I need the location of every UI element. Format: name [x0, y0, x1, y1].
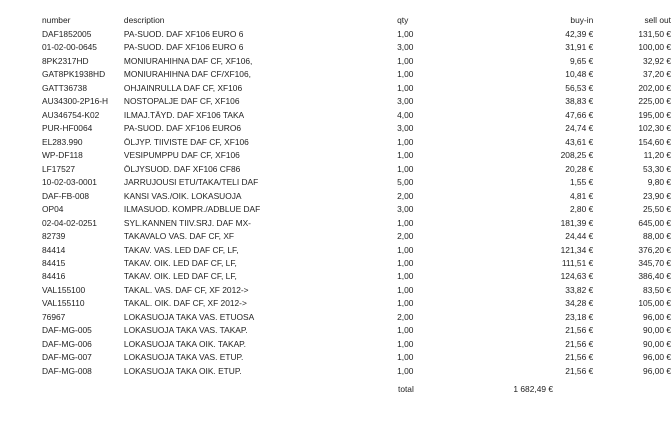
cell-description: TAKAL. OIK. DAF CF, XF 2012->	[123, 298, 247, 309]
table-row	[40, 284, 671, 297]
cell-number: GATT36738	[42, 82, 87, 93]
cell-description: LOKASUOJA TAKA OIK. TAKAP.	[123, 338, 247, 349]
cell-qty: 1,00	[397, 271, 414, 282]
cell-qty: 1,00	[397, 284, 414, 295]
cell-qty: 1,00	[397, 298, 414, 309]
cell-number: OP04	[42, 204, 64, 215]
cell-sell-out: 53,30 €	[643, 163, 671, 174]
table-body	[40, 28, 671, 378]
cell-qty: 1,00	[397, 365, 414, 376]
cell-sell-out: 90,00 €	[643, 325, 671, 336]
cell-sell-out: 83,50 €	[643, 284, 671, 295]
cell-qty: 3,00	[397, 42, 414, 53]
cell-qty: 3,00	[397, 123, 414, 134]
column-header-sell-out: sell out	[644, 15, 671, 25]
cell-number: 8PK2317HD	[42, 55, 89, 66]
table-row	[40, 217, 671, 230]
cell-description: ILMASUOD. KOMPR./ADBLUE DAF	[123, 204, 261, 215]
cell-buy-in: 24,44 €	[565, 231, 594, 242]
table-row	[40, 28, 671, 41]
cell-buy-in: 23,18 €	[565, 311, 594, 322]
cell-sell-out: 23,90 €	[643, 190, 671, 201]
table-row	[40, 190, 671, 203]
cell-number: 76967	[42, 311, 66, 322]
cell-description: LOKASUOJA TAKA VAS. TAKAP.	[123, 325, 248, 336]
cell-description: JARRUJOUSI ETU/TAKA/TELI DAF	[123, 177, 259, 188]
cell-number: DAF-MG-008	[42, 365, 92, 376]
table-row	[40, 257, 671, 270]
cell-qty: 1,00	[397, 69, 414, 80]
cell-sell-out: 37,20 €	[643, 69, 671, 80]
cell-sell-out: 131,50 €	[638, 29, 671, 39]
cell-qty: 3,00	[397, 96, 414, 107]
cell-qty: 4,00	[397, 109, 414, 120]
cell-description: ILMAJ.TÄYD. DAF XF106 TAKA	[123, 109, 245, 120]
cell-number: DAF-MG-006	[42, 338, 92, 349]
table-row	[40, 270, 671, 283]
cell-buy-in: 121,34 €	[560, 244, 594, 255]
cell-description: MONIURAHIHNA DAF CF/XF106,	[123, 69, 251, 80]
cell-qty: 1,00	[397, 29, 414, 39]
cell-description: PA-SUOD. DAF XF106 EURO6	[123, 123, 242, 134]
cell-buy-in: 20,28 €	[565, 163, 594, 174]
table-row	[40, 176, 671, 189]
cell-buy-in: 181,39 €	[560, 217, 594, 228]
cell-sell-out: 154,60 €	[638, 136, 671, 147]
cell-qty: 2,00	[397, 311, 414, 322]
cell-sell-out: 96,00 €	[643, 352, 671, 363]
cell-sell-out: 105,00 €	[638, 298, 671, 309]
cell-buy-in: 2,80 €	[569, 204, 594, 215]
cell-description: VESIPUMPPU DAF CF, XF106	[123, 150, 240, 161]
cell-number: VAL155110	[42, 298, 85, 309]
table-row	[40, 365, 671, 378]
cell-buy-in: 10,48 €	[565, 69, 594, 80]
cell-sell-out: 102,30 €	[638, 123, 671, 134]
cell-number: 84416	[42, 271, 66, 282]
table-row	[40, 203, 671, 216]
cell-buy-in: 21,56 €	[565, 352, 594, 363]
cell-number: DAF-MG-007	[42, 352, 92, 363]
cell-buy-in: 38,83 €	[565, 96, 594, 107]
cell-buy-in: 42,39 €	[565, 29, 594, 39]
cell-number: DAF-MG-005	[42, 325, 92, 336]
cell-qty: 1,00	[397, 217, 414, 228]
cell-buy-in: 1,55 €	[569, 177, 594, 188]
total-buy-in-value: 1 682,49 €	[513, 384, 553, 394]
cell-qty: 1,00	[397, 150, 414, 161]
cell-buy-in: 34,28 €	[565, 298, 594, 309]
cell-description: TAKAV. VAS. LED DAF CF, LF,	[123, 244, 239, 255]
cell-qty: 1,00	[397, 325, 414, 336]
cell-sell-out: 96,00 €	[643, 365, 671, 376]
table-row	[40, 244, 671, 257]
cell-number: DAF1852005	[42, 29, 92, 39]
cell-buy-in: 208,25 €	[560, 150, 594, 161]
table-row	[40, 351, 671, 364]
parts-table	[40, 14, 671, 378]
cell-buy-in: 21,56 €	[565, 325, 594, 336]
cell-description: ÖLJYSUOD. DAF XF106 CF86	[123, 163, 241, 174]
cell-sell-out: 11,20 €	[643, 150, 671, 161]
cell-description: OHJAINRULLA DAF CF, XF106	[123, 82, 243, 93]
cell-qty: 3,00	[397, 204, 414, 215]
column-header-number: number	[42, 15, 71, 25]
cell-sell-out: 90,00 €	[643, 338, 671, 349]
cell-sell-out: 96,00 €	[643, 311, 671, 322]
cell-number: AU346754-K02	[42, 109, 100, 120]
table-row	[40, 109, 671, 122]
cell-buy-in: 33,82 €	[565, 284, 594, 295]
table-row	[40, 311, 671, 324]
cell-sell-out: 345,70 €	[638, 257, 671, 268]
cell-number: VAL155100	[42, 284, 86, 295]
table-row	[40, 95, 671, 108]
cell-description: TAKAVALO VAS. DAF CF, XF	[123, 231, 235, 242]
cell-number: 02-04-02-0251	[42, 217, 97, 228]
cell-buy-in: 124,63 €	[560, 271, 594, 282]
cell-sell-out: 195,00 €	[638, 109, 671, 120]
cell-number: 84415	[42, 257, 66, 268]
cell-description: MONIURAHIHNA DAF CF, XF106,	[123, 55, 253, 66]
cell-description: LOKASUOJA TAKA VAS. ETUP.	[123, 352, 244, 363]
cell-description: PA-SUOD. DAF XF106 EURO 6	[123, 29, 244, 39]
cell-number: 84414	[42, 244, 66, 255]
cell-number: 01-02-00-0645	[42, 42, 97, 53]
cell-qty: 5,00	[397, 177, 414, 188]
cell-qty: 1,00	[397, 136, 414, 147]
table-row	[40, 68, 671, 81]
cell-buy-in: 24,74 €	[565, 123, 594, 134]
cell-sell-out: 32,92 €	[643, 55, 671, 66]
cell-sell-out: 225,00 €	[638, 96, 671, 107]
cell-sell-out: 645,00 €	[638, 217, 671, 228]
table-row	[40, 338, 671, 351]
cell-description: LOKASUOJA TAKA VAS. ETUOSA	[123, 311, 255, 322]
table-row	[40, 136, 671, 149]
cell-qty: 2,00	[397, 190, 414, 201]
cell-description: KANSI VAS./OIK. LOKASUOJA	[123, 190, 242, 201]
cell-buy-in: 31,91 €	[565, 42, 594, 53]
table-row	[40, 41, 671, 54]
cell-description: PA-SUOD. DAF XF106 EURO 6	[123, 42, 244, 53]
cell-buy-in: 9,65 €	[569, 55, 594, 66]
cell-buy-in: 4,81 €	[569, 190, 594, 201]
cell-description: NOSTOPALJE DAF CF, XF106	[123, 96, 240, 107]
table-row	[40, 82, 671, 95]
cell-description: TAKAV. OIK. LED DAF CF, LF,	[123, 271, 237, 282]
table-row	[40, 149, 671, 162]
cell-number: AU34300-2P16-H	[42, 96, 109, 107]
cell-qty: 1,00	[397, 352, 414, 363]
cell-buy-in: 21,56 €	[565, 338, 594, 349]
cell-sell-out: 376,20 €	[638, 244, 671, 255]
table-row	[40, 230, 671, 243]
cell-sell-out: 100,00 €	[638, 42, 671, 53]
cell-number: 82739	[42, 231, 66, 242]
cell-description: TAKAL. VAS. DAF CF, XF 2012->	[123, 284, 249, 295]
cell-qty: 1,00	[397, 82, 414, 93]
cell-description: ÖLJYP. TIIVISTE DAF CF, XF106	[123, 136, 249, 147]
column-header-description: description	[123, 15, 165, 25]
cell-buy-in: 111,51 €	[561, 257, 594, 268]
cell-qty: 1,00	[397, 163, 414, 174]
cell-qty: 1,00	[397, 55, 414, 66]
column-header-buy-in: buy-in	[570, 15, 594, 25]
table-header-row	[40, 14, 671, 28]
table-row	[40, 163, 671, 176]
cell-buy-in: 47,66 €	[565, 109, 594, 120]
cell-buy-in: 21,56 €	[565, 365, 594, 376]
total-label: total	[398, 384, 414, 394]
cell-number: GAT8PK1938HD	[42, 69, 106, 80]
table-row	[40, 297, 671, 310]
cell-description: LOKASUOJA TAKA OIK. ETUP.	[123, 365, 242, 376]
cell-number: DAF-FB-008	[42, 190, 90, 201]
cell-qty: 1,00	[397, 338, 414, 349]
cell-sell-out: 202,00 €	[638, 82, 671, 93]
cell-qty: 1,00	[397, 257, 414, 268]
cell-description: SYL.KANNEN TIIV.SRJ. DAF MX-	[123, 217, 251, 228]
cell-qty: 2,00	[397, 231, 414, 242]
cell-sell-out: 25,50 €	[643, 204, 671, 215]
cell-qty: 1,00	[397, 244, 414, 255]
column-header-qty: qty	[397, 15, 409, 25]
cell-sell-out: 386,40 €	[638, 271, 671, 282]
table-row	[40, 55, 671, 68]
cell-sell-out: 9,80 €	[647, 177, 671, 188]
cell-buy-in: 43,61 €	[565, 136, 594, 147]
cell-number: PUR-HF0064	[42, 123, 93, 134]
cell-sell-out: 88,00 €	[643, 231, 671, 242]
cell-number: EL283.990	[42, 136, 83, 147]
table-row	[40, 122, 671, 135]
table-row	[40, 324, 671, 337]
cell-number: LF17527	[42, 163, 76, 174]
cell-description: TAKAV. OIK. LED DAF CF, LF,	[123, 257, 237, 268]
cell-number: 10-02-03-0001	[42, 177, 97, 188]
cell-number: WP-DF118	[42, 150, 83, 161]
cell-buy-in: 56,53 €	[565, 82, 594, 93]
